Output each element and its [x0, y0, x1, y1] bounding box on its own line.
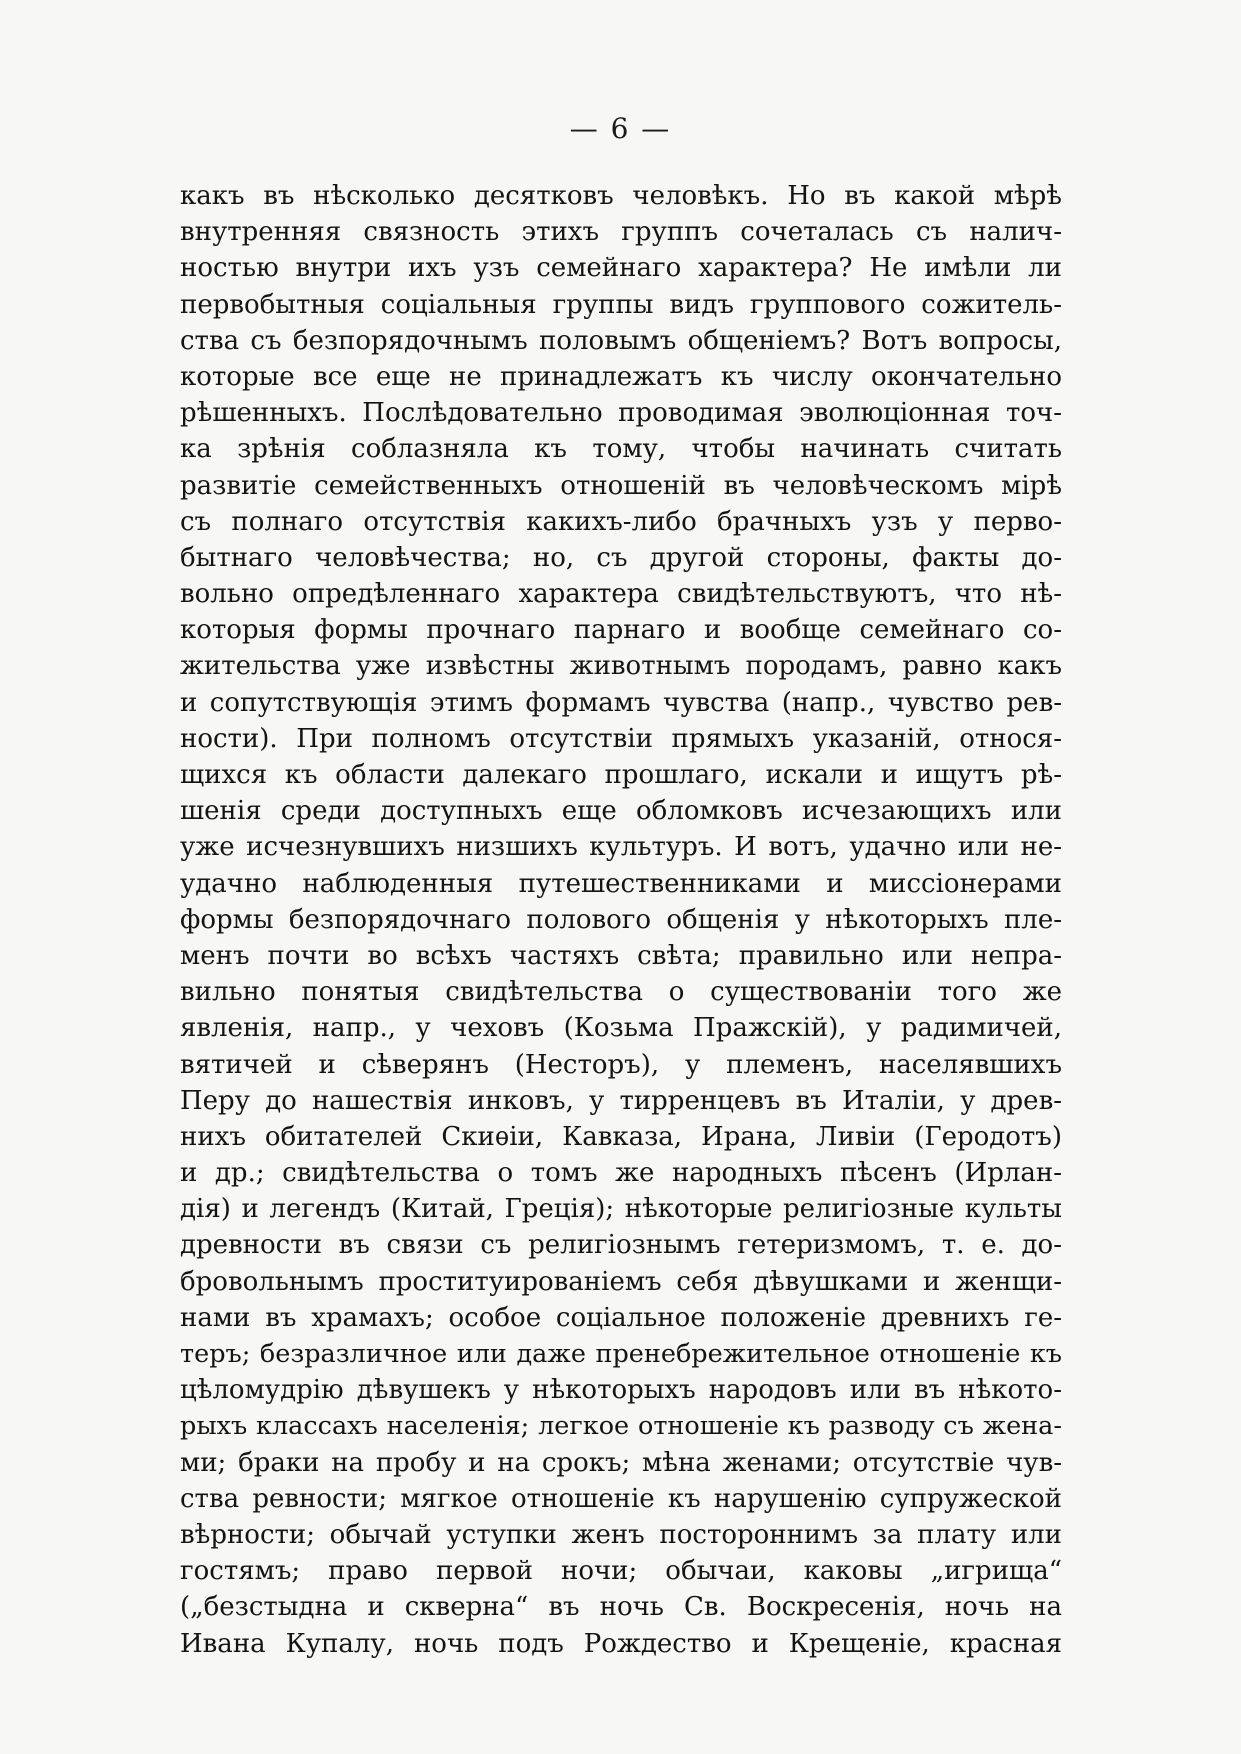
- body-text: [180, 178, 1062, 1662]
- text-line: и сопутствующія этимъ формамъ чувства (напр., чувство рев-: [180, 687, 1062, 718]
- text-line: ка зрѣнія соблазняла къ тому, чтобы начинать считать: [180, 434, 1062, 465]
- text-line: бытнаго человѣчества; но, съ другой стороны, факты до-: [180, 542, 1062, 573]
- text-line: вильно понятыя свидѣтельства о существованіи того же: [180, 977, 1062, 1008]
- text-line: теръ; безразличное или даже пренебрежительное отношеніе къ: [180, 1339, 1062, 1369]
- text-line: съ полнаго отсутствія какихъ-либо брачныхъ узъ у перво-: [180, 506, 1062, 537]
- text-line: гостямъ; право первой ночи; обычаи, каковы „игрища“: [180, 1556, 1062, 1587]
- text-line: нихъ обитателей Скиѳіи, Кавказа, Ирана, Ливіи (Геродотъ): [180, 1121, 1062, 1152]
- text-line: бровольнымъ проституированіемъ себя дѣвушками и женщи-: [180, 1266, 1062, 1297]
- text-line: уже исчезнувшихъ низшихъ культуръ. И вотъ, удачно или не-: [180, 832, 1062, 863]
- text-line: удачно наблюденныя путешественниками и миссіонерами: [180, 868, 1062, 899]
- text-line: какъ въ нѣсколько десятковъ человѣкъ. Но въ какой мѣрѣ: [180, 181, 1062, 211]
- text-line: ности). При полномъ отсутствіи прямыхъ указаній, относя-: [180, 723, 1062, 754]
- text-line: Перу до нашествія инковъ, у тирренцевъ въ Италіи, у древ-: [180, 1085, 1062, 1116]
- text-line: ностью внутри ихъ узъ семейнаго характера? Не имѣли ли: [180, 253, 1062, 284]
- text-line: древности въ связи съ религіознымъ гетеризмомъ, т. е. до-: [180, 1230, 1062, 1261]
- text-line: щихся къ области далекаго прошлаго, искали и ищутъ рѣ-: [180, 760, 1062, 790]
- text-line: жительства уже извѣстны животнымъ породамъ, равно какъ: [180, 651, 1062, 682]
- text-line: Ивана Купалу, ночь подъ Рождество и Крещеніе, красная: [180, 1628, 1062, 1659]
- text-line: первобытныя соціальныя группы видъ группового сожитель-: [180, 289, 1062, 320]
- text-line: цѣломудрію дѣвушекъ у нѣкоторыхъ народовъ или въ нѣкото-: [180, 1375, 1062, 1406]
- text-line: рѣшенныхъ. Послѣдовательно проводимая эволюціонная точ-: [180, 398, 1062, 429]
- text-line: („безстыдна и скверна“ въ ночь Св. Воскресенія, ночь на: [180, 1592, 1062, 1623]
- text-line: дія) и легендъ (Китай, Греція); нѣкоторые религіозные культы: [180, 1194, 1062, 1225]
- text-line: которыя формы прочнаго парнаго и вообще семейнаго со-: [180, 615, 1062, 646]
- text-line: ми; браки на пробу и на срокъ; мѣна женами; отсутствіе чув-: [180, 1447, 1062, 1478]
- text-line: шенія среди доступныхъ еще обломковъ исчезающихъ или: [180, 796, 1062, 827]
- text-line: менъ почти во всѣхъ частяхъ свѣта; правильно или непра-: [180, 940, 1062, 971]
- text-line: ства съ безпорядочнымъ половымъ общеніемъ? Вотъ вопросы,: [180, 325, 1062, 356]
- text-line: вольно опредѣленнаго характера свидѣтельствуютъ, что нѣ-: [180, 579, 1062, 610]
- text-line: рыхъ классахъ населенія; легкое отношеніе къ разводу съ жена-: [180, 1411, 1062, 1442]
- text-line: которые все еще не принадлежатъ къ числу окончательно: [180, 361, 1062, 392]
- text-line: развитіе семейственныхъ отношеній въ человѣческомъ мірѣ: [180, 470, 1062, 501]
- text-line: нами въ храмахъ; особое соціальное положеніе древнихъ ге-: [180, 1302, 1062, 1333]
- text-line: ства ревности; мягкое отношеніе къ нарушенію супружеской: [180, 1483, 1062, 1514]
- text-line: внутренняя связность этихъ группъ сочеталась съ налич-: [180, 217, 1062, 248]
- text-line: явленія, напр., у чеховъ (Козьма Пражскій), у радимичей,: [180, 1013, 1062, 1044]
- text-line: формы безпорядочнаго полового общенія у нѣкоторыхъ пле-: [180, 904, 1062, 935]
- text-line: вятичей и сѣверянъ (Несторъ), у племенъ, населявшихъ: [180, 1049, 1062, 1080]
- page-number: — 6 —: [569, 112, 672, 145]
- text-line: и др.; свидѣтельства о томъ же народныхъ пѣсенъ (Ирлан-: [180, 1158, 1062, 1189]
- text-line: вѣрности; обычай уступки женъ постороннимъ за плату или: [180, 1519, 1062, 1550]
